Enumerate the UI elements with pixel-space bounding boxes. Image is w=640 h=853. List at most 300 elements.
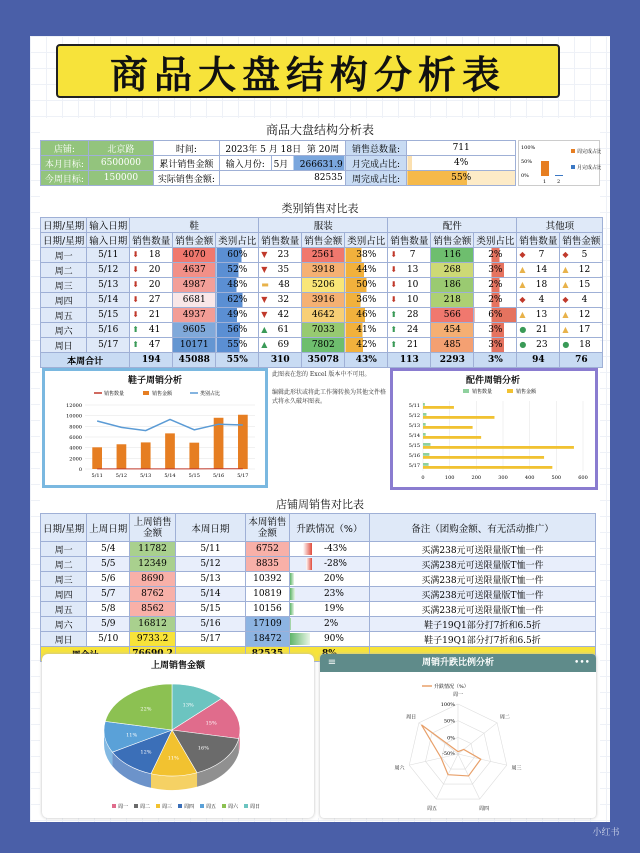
week-rate-label: 周完成占比: bbox=[345, 171, 407, 186]
radar-axis-label: 周日 bbox=[406, 714, 417, 721]
menu-icon[interactable]: ≡ bbox=[327, 657, 337, 668]
cat-row-day bbox=[41, 338, 87, 353]
shoe-x-tick: 5/16 bbox=[212, 473, 225, 479]
cat-row-other-amount-icon: ◆ bbox=[562, 295, 569, 304]
radar-axis-label: 周三 bbox=[511, 765, 522, 772]
cat-row-clothes-amount-value: 3918 bbox=[311, 265, 335, 275]
mini-xtick-1: 1 bbox=[543, 179, 547, 185]
cat-row-other-amount-icon: ▲ bbox=[562, 310, 569, 319]
cat-row-clothes-qty bbox=[259, 263, 302, 278]
cat-row-clothes-qty-value: 35 bbox=[277, 265, 290, 275]
acc-bar-qty bbox=[423, 443, 430, 446]
cat-row-clothes-amount-value: 7802 bbox=[311, 340, 335, 350]
pie-chart-svg bbox=[42, 672, 314, 818]
shoe-y-tick: 12000 bbox=[66, 403, 82, 409]
shoe-y-tick: 0 bbox=[78, 467, 82, 473]
cat-total-clothes-qty: 310 bbox=[259, 353, 302, 368]
cat-row-acc-ratio bbox=[474, 263, 517, 278]
cat-row-other-amount bbox=[560, 338, 603, 353]
cat-row-other-qty-icon: ▲ bbox=[519, 265, 526, 274]
cat-row-shoes-qty-value: 18 bbox=[148, 250, 161, 260]
cat-row-other-qty-icon: ▲ bbox=[519, 280, 526, 289]
cat-row bbox=[41, 293, 603, 308]
cat-row-acc-qty-value: 13 bbox=[406, 265, 419, 275]
cat-row-other-amount-icon: ▲ bbox=[562, 265, 569, 274]
store-row bbox=[41, 557, 596, 572]
weekly-target-label: 今周目标: bbox=[41, 171, 89, 186]
cat-row-day bbox=[41, 263, 87, 278]
acc-chart-svg bbox=[393, 385, 595, 485]
store-row-last-amount: 8762 bbox=[130, 587, 176, 602]
cat-row-clothes-ratio bbox=[345, 248, 388, 263]
category-section-title: 类别销售对比表 bbox=[281, 201, 359, 215]
month-unit: 月 bbox=[268, 144, 278, 155]
acc-bar-qty bbox=[423, 413, 426, 416]
store-row-last-amount: 12349 bbox=[130, 557, 176, 572]
shoe-bar-amount bbox=[189, 443, 199, 469]
spreadsheet bbox=[40, 118, 600, 818]
cat-row-acc-qty-icon: ⬇ bbox=[390, 280, 398, 289]
cat-row-acc-qty-value: 21 bbox=[406, 340, 419, 350]
monthly-target-value[interactable]: 6500000 bbox=[88, 156, 153, 171]
cat-row-day-value: 周五 bbox=[54, 311, 73, 322]
cat-row-other-qty-icon: ▲ bbox=[519, 310, 526, 319]
cat-row-clothes-ratio bbox=[345, 293, 388, 308]
cat-header-date: 日期/星期 bbox=[41, 218, 87, 233]
cat-row-date bbox=[87, 308, 130, 323]
cat-row-shoes-amount bbox=[173, 338, 216, 353]
cat-row-shoes-amount-value: 4937 bbox=[182, 310, 206, 320]
cat-row-day-value: 周三 bbox=[54, 281, 73, 292]
radar-chart-panel bbox=[320, 654, 596, 818]
cat-row bbox=[41, 248, 603, 263]
store-row-day: 周五 bbox=[41, 602, 87, 617]
cat-row bbox=[41, 263, 603, 278]
store-section-title: 店铺周销售对比表 bbox=[276, 497, 364, 511]
pie-data-label: 16% bbox=[197, 745, 209, 752]
acc-ratio-header: 类别占比 bbox=[474, 233, 517, 248]
cat-row-date-value: 5/16 bbox=[98, 325, 119, 335]
cat-row-other-amount-icon: ▲ bbox=[562, 280, 569, 289]
note-line-1: 此图表在您的 Excel 版本中不可用。 bbox=[272, 371, 371, 378]
store-header-last-date: 上周日期 bbox=[87, 514, 130, 542]
store-value[interactable]: 北京路 bbox=[88, 141, 153, 156]
cat-row-acc-qty-value: 28 bbox=[406, 310, 419, 320]
cat-row-clothes-ratio bbox=[345, 278, 388, 293]
cat-row-shoes-qty-icon: ⬆ bbox=[132, 340, 139, 349]
cat-row-other-amount-value: 4 bbox=[581, 295, 588, 305]
radar-axis-label: 周六 bbox=[394, 765, 405, 772]
acc-bar-qty bbox=[423, 453, 429, 456]
year-value[interactable]: 2023年 bbox=[225, 144, 258, 155]
info-table bbox=[40, 140, 516, 186]
mini-tick-100: 100% bbox=[521, 145, 536, 151]
store-row bbox=[41, 602, 596, 617]
shoe-x-tick: 5/17 bbox=[237, 473, 249, 479]
store-row-last-date: 5/10 bbox=[87, 632, 130, 647]
cat-row-shoes-qty bbox=[130, 293, 173, 308]
cat-row-other-amount-value: 17 bbox=[578, 325, 591, 335]
acc-amount-header: 销售金额 bbox=[431, 233, 474, 248]
pie-data-label: 11% bbox=[126, 732, 138, 739]
page-banner-title: 商品大盘结构分析表 bbox=[56, 44, 560, 98]
cat-row bbox=[41, 323, 603, 338]
cat-row-other-qty-icon: ◆ bbox=[519, 295, 526, 304]
store-row-day: 周日 bbox=[41, 632, 87, 647]
cat-row-acc-amount-value: 485 bbox=[443, 340, 461, 350]
cat-row-shoes-qty-value: 27 bbox=[148, 295, 161, 305]
cat-header-input-date: 输入日期 bbox=[87, 218, 130, 233]
shoe-x-tick: 5/13 bbox=[140, 473, 152, 479]
cat-row-shoes-qty-icon: ⬇ bbox=[132, 280, 139, 289]
store-row-day: 周四 bbox=[41, 587, 87, 602]
radar-chart-svg bbox=[320, 672, 596, 818]
radar-tick: -50% bbox=[442, 751, 455, 757]
cat-row-acc-qty-value: 10 bbox=[406, 280, 419, 290]
acc-bar-qty bbox=[423, 423, 426, 426]
acc-chart-title: 配件周销分析 bbox=[465, 375, 520, 386]
store-row-change-value: 90% bbox=[323, 634, 344, 644]
store-row-last-amount: 16812 bbox=[130, 617, 176, 632]
cat-row-acc-qty-value: 10 bbox=[406, 295, 419, 305]
cat-row-shoes-qty bbox=[130, 308, 173, 323]
store-row-last-amount: 8690 bbox=[130, 572, 176, 587]
cat-row-clothes-qty-value: 61 bbox=[277, 325, 290, 335]
cat-row-clothes-qty-value: 42 bbox=[277, 310, 290, 320]
store-label: 店铺: bbox=[41, 141, 89, 156]
radar-chart-title: 周销升跌比例分析 bbox=[421, 657, 494, 668]
cat-row-other-qty bbox=[517, 263, 560, 278]
cat-row-shoes-amount-value: 4987 bbox=[182, 280, 206, 290]
cat-total-clothes-amount: 35078 bbox=[302, 353, 345, 368]
store-row-this-date: 5/16 bbox=[175, 617, 245, 632]
cat-row-acc-amount bbox=[431, 323, 474, 338]
acc-x-tick: 0 bbox=[421, 475, 425, 481]
store-header-this-amount: 本周销售金额 bbox=[245, 514, 289, 542]
store-row-day: 周一 bbox=[41, 542, 87, 557]
month-value[interactable]: 5 bbox=[260, 144, 266, 155]
pie-legend-swatch bbox=[134, 804, 138, 808]
radar-axis bbox=[458, 754, 507, 765]
cat-row-other-amount-icon: ▲ bbox=[562, 325, 569, 334]
cat-row-shoes-qty bbox=[130, 248, 173, 263]
cat-row-shoes-ratio-value: 60% bbox=[227, 250, 248, 260]
cat-row-acc-amount-value: 186 bbox=[443, 280, 461, 290]
store-row-change-value: -28% bbox=[323, 559, 347, 569]
cat-row-clothes-qty-icon: ▼ bbox=[261, 250, 268, 259]
cat-row-other-qty bbox=[517, 308, 560, 323]
cat-row-clothes-qty bbox=[259, 338, 302, 353]
cat-row-shoes-ratio-value: 48% bbox=[227, 280, 248, 290]
cat-row-clothes-qty bbox=[259, 293, 302, 308]
cat-row-clothes-ratio-value: 36% bbox=[356, 295, 377, 305]
store-row-change bbox=[289, 602, 369, 617]
shoe-y-tick: 2000 bbox=[69, 456, 82, 463]
cat-row-clothes-amount bbox=[302, 338, 345, 353]
cat-row-day-value: 周一 bbox=[54, 251, 73, 262]
shoe-bar-amount bbox=[92, 447, 102, 469]
store-row bbox=[41, 617, 596, 632]
completion-mini-chart bbox=[518, 140, 600, 186]
cat-row-acc-amount bbox=[431, 248, 474, 263]
acc-bar-qty bbox=[423, 403, 425, 406]
sheet-title: 商品大盘结构分析表 bbox=[265, 123, 374, 137]
acc-x-tick: 400 bbox=[524, 475, 535, 481]
cat-header-shoes: 鞋 bbox=[130, 218, 259, 233]
cat-row-day-value: 周四 bbox=[54, 296, 73, 307]
cat-row-date-value: 5/14 bbox=[98, 295, 119, 305]
store-row-day: 周二 bbox=[41, 557, 87, 572]
cat-row-shoes-amount-value: 10171 bbox=[179, 340, 209, 350]
cat-subheader-date: 日期/星期 bbox=[41, 233, 87, 248]
cat-row-shoes-ratio bbox=[216, 323, 259, 338]
store-row-remark: 买满238元可送限量版T恤一件 bbox=[369, 542, 595, 557]
cat-row-acc-ratio-value: 3% bbox=[488, 325, 503, 335]
cat-row-date-value: 5/13 bbox=[98, 280, 119, 290]
acc-bar-amount bbox=[423, 426, 473, 429]
cat-total-shoes-ratio: 55% bbox=[216, 353, 259, 368]
cat-row-clothes-qty-value: 69 bbox=[277, 340, 290, 350]
shoe-bar-amount bbox=[141, 442, 151, 469]
acc-y-tick: 5/16 bbox=[408, 453, 420, 459]
clothes-qty-header: 销售数量 bbox=[259, 233, 302, 248]
store-header-change: 升跌情况（%） bbox=[289, 514, 369, 542]
cum-sales-value: 266631.9 bbox=[299, 159, 343, 170]
radar-axis-label: 周四 bbox=[479, 806, 490, 813]
store-header-remark: 备注（团购金额、有无活动推广） bbox=[369, 514, 595, 542]
store-row-this-amount: 10819 bbox=[245, 587, 289, 602]
cat-row-other-amount bbox=[560, 278, 603, 293]
acc-bar-amount bbox=[423, 446, 574, 449]
radar-tick: 0% bbox=[447, 735, 455, 742]
cat-subheader-input-date: 输入日期 bbox=[87, 233, 130, 248]
cat-row-day bbox=[41, 293, 87, 308]
acc-bar-amount bbox=[423, 466, 552, 469]
acc-x-tick: 300 bbox=[498, 475, 508, 481]
store-row-change bbox=[289, 632, 369, 647]
week-rate-value: 55% bbox=[407, 171, 516, 186]
radar-axis bbox=[436, 754, 458, 799]
cat-row-acc-ratio-value: 6% bbox=[488, 310, 503, 320]
weekly-target-value[interactable]: 150000 bbox=[88, 171, 153, 186]
store-row-this-amount: 10392 bbox=[245, 572, 289, 587]
cat-row-shoes-ratio-value: 55% bbox=[227, 340, 248, 350]
store-row-this-date: 5/15 bbox=[175, 602, 245, 617]
pie-legend-swatch bbox=[200, 804, 204, 808]
day-value[interactable]: 18日 bbox=[280, 144, 302, 155]
cat-row-shoes-qty-value: 21 bbox=[148, 310, 161, 320]
cat-row-other-qty bbox=[517, 338, 560, 353]
store-row-remark: 买满238元可送限量版T恤一件 bbox=[369, 572, 595, 587]
cat-row-acc-qty bbox=[388, 263, 431, 278]
store-row bbox=[41, 632, 596, 647]
cat-row-other-qty-value: 13 bbox=[535, 310, 548, 320]
mini-xtick-2: 2 bbox=[557, 179, 561, 185]
shoe-chart-title: 鞋子周销分析 bbox=[127, 375, 182, 386]
cat-row-acc-amount-value: 454 bbox=[443, 325, 461, 335]
cat-row-acc-qty bbox=[388, 248, 431, 263]
cat-header-clothes: 服装 bbox=[259, 218, 388, 233]
cat-row-clothes-qty-value: 32 bbox=[277, 295, 290, 305]
acc-qty-header: 销售数量 bbox=[388, 233, 431, 248]
cat-row-shoes-amount bbox=[173, 248, 216, 263]
cat-row-clothes-qty bbox=[259, 278, 302, 293]
store-row bbox=[41, 587, 596, 602]
cat-row-acc-qty-icon: ⬆ bbox=[390, 325, 398, 334]
cat-row-shoes-amount-value: 9605 bbox=[182, 325, 206, 335]
cat-row-acc-ratio-value: 2% bbox=[488, 280, 503, 290]
acc-y-tick: 5/14 bbox=[408, 433, 420, 439]
cat-row-shoes-qty-value: 20 bbox=[148, 265, 161, 275]
cat-row-other-amount-icon: ◆ bbox=[562, 250, 569, 259]
acc-chart-panel bbox=[390, 368, 598, 490]
cat-row-acc-ratio bbox=[474, 248, 517, 263]
cat-row-clothes-amount-value: 5206 bbox=[311, 280, 335, 290]
cat-row-other-amount-value: 5 bbox=[581, 250, 588, 260]
pie-legend-label: 周日 bbox=[250, 804, 261, 810]
shoe-x-tick: 5/11 bbox=[91, 473, 103, 479]
store-row-change bbox=[289, 557, 369, 572]
cat-row-clothes-qty-value: 23 bbox=[277, 250, 290, 260]
cat-row-shoes-ratio-value: 49% bbox=[227, 310, 248, 320]
store-row bbox=[41, 542, 596, 557]
cat-row-acc-ratio bbox=[474, 308, 517, 323]
cat-row-other-amount-value: 15 bbox=[578, 280, 591, 290]
cat-row-acc-qty bbox=[388, 293, 431, 308]
cat-row-date bbox=[87, 263, 130, 278]
cat-row-other-qty-value: 7 bbox=[538, 250, 545, 260]
month-rate-label: 月完成占比: bbox=[345, 156, 407, 171]
cat-total-shoes-qty: 194 bbox=[130, 353, 173, 368]
pie-legend-label: 周四 bbox=[184, 804, 195, 810]
cat-row-clothes-amount bbox=[302, 323, 345, 338]
cat-row-acc-amount-value: 268 bbox=[443, 265, 461, 275]
store-row-this-date: 5/13 bbox=[175, 572, 245, 587]
pie-legend-label: 周五 bbox=[206, 804, 217, 810]
cat-row-date-value: 5/15 bbox=[98, 310, 119, 320]
completion-mini-svg bbox=[519, 141, 601, 187]
cat-row-clothes-qty bbox=[259, 308, 302, 323]
cat-row-acc-qty-value: 24 bbox=[406, 325, 419, 335]
store-weekly-table bbox=[40, 513, 596, 662]
acc-y-tick: 5/13 bbox=[408, 423, 420, 429]
store-row-this-amount: 17109 bbox=[245, 617, 289, 632]
shoe-legend-label: 销售数量 bbox=[104, 391, 125, 397]
cat-row-shoes-amount-value: 4637 bbox=[182, 265, 206, 275]
total-sales-label: 销售总数量: bbox=[345, 141, 407, 156]
total-sales-value: 711 bbox=[407, 141, 516, 156]
acc-y-tick: 5/17 bbox=[408, 463, 420, 469]
radar-axis-label: 周二 bbox=[499, 714, 510, 721]
cat-row-acc-qty-icon: ⬆ bbox=[390, 310, 398, 319]
cat-row-clothes-qty-value: 48 bbox=[278, 280, 290, 290]
cat-row-other-amount-icon: ● bbox=[562, 340, 570, 349]
cat-row-shoes-qty-icon: ⬆ bbox=[132, 325, 139, 334]
cat-row-shoes-ratio bbox=[216, 263, 259, 278]
cat-row-other-qty-value: 4 bbox=[538, 295, 545, 305]
cat-row-shoes-ratio-value: 52% bbox=[227, 265, 248, 275]
store-header-last-amount: 上周销售金额 bbox=[130, 514, 176, 542]
store-row-last-date: 5/8 bbox=[87, 602, 130, 617]
cat-total-clothes-ratio: 43% bbox=[345, 353, 388, 368]
acc-legend-label: 销售数量 bbox=[472, 389, 493, 395]
cat-row-day bbox=[41, 308, 87, 323]
acc-bar-qty bbox=[423, 433, 426, 436]
radar-tick: 50% bbox=[443, 718, 455, 725]
shoe-x-tick: 5/15 bbox=[188, 473, 200, 479]
radar-axis bbox=[409, 754, 458, 765]
cat-row-clothes-qty-icon: ▼ bbox=[261, 310, 268, 319]
cat-row-acc-qty-icon: ⬇ bbox=[390, 295, 398, 304]
input-month-value[interactable]: 5月 bbox=[273, 159, 289, 170]
cat-row-acc-amount-value: 566 bbox=[443, 310, 461, 320]
cat-row-other-qty-value: 23 bbox=[536, 340, 548, 350]
shoe-x-tick: 5/12 bbox=[115, 473, 128, 479]
store-row-this-date: 5/12 bbox=[175, 557, 245, 572]
cat-row-other-amount-value: 18 bbox=[579, 340, 591, 350]
cat-row-shoes-qty-icon: ⬇ bbox=[132, 265, 139, 274]
store-row-this-amount: 10156 bbox=[245, 602, 289, 617]
cat-row-shoes-amount bbox=[173, 308, 216, 323]
cat-row-other-qty-icon: ● bbox=[519, 340, 527, 349]
cat-row-other-qty-value: 21 bbox=[536, 325, 548, 335]
pie-data-label: 12% bbox=[140, 749, 152, 756]
cat-row-acc-ratio bbox=[474, 338, 517, 353]
store-row-last-date: 5/5 bbox=[87, 557, 130, 572]
cat-row-other-qty-icon: ● bbox=[519, 325, 527, 334]
store-row-change-value: -43% bbox=[323, 544, 347, 554]
cat-row-clothes-qty-icon: ▬ bbox=[261, 280, 269, 289]
cat-row-shoes-ratio bbox=[216, 293, 259, 308]
acc-bar-amount bbox=[423, 436, 481, 439]
cat-row bbox=[41, 278, 603, 293]
store-row-last-amount: 9733.2 bbox=[130, 632, 176, 647]
cat-row-acc-qty-icon: ⬇ bbox=[390, 250, 398, 259]
store-row-change-value: 23% bbox=[323, 589, 344, 599]
radar-axis-label: 周五 bbox=[426, 806, 437, 813]
cat-row-other-qty bbox=[517, 293, 560, 308]
mini-bar-week bbox=[541, 161, 549, 176]
store-row-last-date: 5/6 bbox=[87, 572, 130, 587]
cat-row-clothes-amount bbox=[302, 248, 345, 263]
cat-row-clothes-ratio bbox=[345, 263, 388, 278]
pie-legend-label: 周三 bbox=[162, 804, 173, 810]
cat-row-clothes-ratio-value: 38% bbox=[356, 250, 377, 260]
radar-axis-label: 周一 bbox=[452, 692, 464, 698]
store-row-this-amount: 6752 bbox=[245, 542, 289, 557]
cat-row bbox=[41, 338, 603, 353]
mini-bar-month bbox=[555, 175, 563, 176]
mini-tick-0: 0% bbox=[521, 173, 529, 179]
cat-total-acc-ratio: 3% bbox=[474, 353, 517, 368]
category-sales-table bbox=[40, 217, 603, 368]
cat-row-clothes-amount-value: 2561 bbox=[311, 250, 335, 260]
cat-row-date-value: 5/17 bbox=[98, 340, 119, 350]
shoes-amount-header: 销售金额 bbox=[173, 233, 216, 248]
store-row-remark: 买满238元可送限量版T恤一件 bbox=[369, 602, 595, 617]
cat-row-acc-qty-value: 7 bbox=[409, 250, 416, 260]
shoe-y-tick: 10000 bbox=[66, 413, 82, 420]
shoe-legend-label: 销售金额 bbox=[152, 391, 173, 397]
cat-row-acc-amount bbox=[431, 263, 474, 278]
cat-row-other-qty bbox=[517, 278, 560, 293]
cat-total-other-qty: 94 bbox=[517, 353, 560, 368]
more-icon[interactable]: ••• bbox=[574, 657, 590, 668]
cat-header-accessories: 配件 bbox=[388, 218, 517, 233]
cat-row-shoes-qty-value: 41 bbox=[148, 325, 161, 335]
store-row-remark: 鞋子19Q1部分打7折和6.5折 bbox=[369, 617, 595, 632]
cat-row-shoes-qty bbox=[130, 263, 173, 278]
